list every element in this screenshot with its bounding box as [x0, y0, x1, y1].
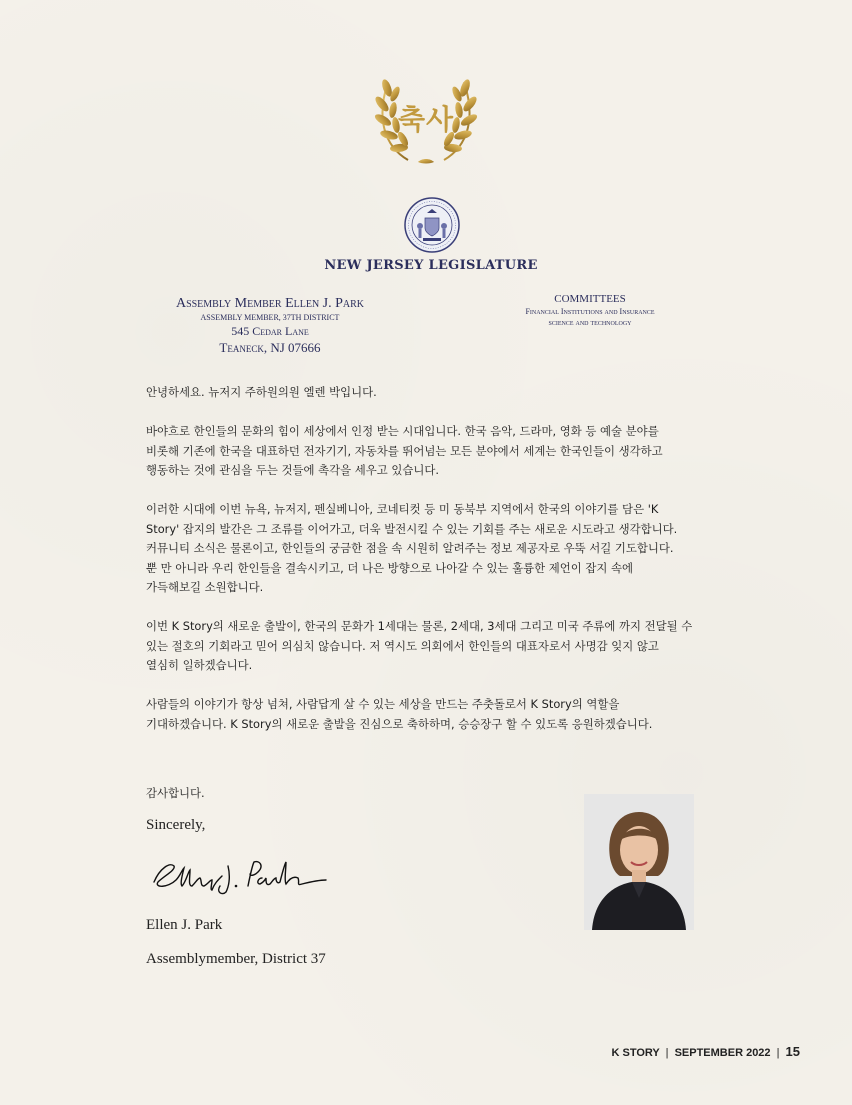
letter-thanks: 감사합니다. — [146, 786, 205, 800]
letter-paragraph-4: 사람들의 이야기가 항상 넘쳐, 사람답게 살 수 있는 세상을 만드는 주춧돌로서 K Story의 역할을 기대하겠습니다. K Story의 새로운 출발을 진심으로 축하하며, 승승장구 할 수 있도록 응원하겠습니다. — [146, 697, 653, 731]
portrait-photo — [584, 794, 694, 930]
committee-line-2: science and technology — [548, 318, 632, 327]
footer-page-number: 15 — [785, 1044, 800, 1059]
legislature-name: NEW JERSEY LEGISLATURE — [324, 258, 538, 273]
state-seal-icon — [403, 196, 461, 254]
committees-title: COMMITTEES — [554, 293, 626, 305]
member-city: Teaneck, NJ 07666 — [219, 340, 321, 355]
letter-paragraph-3: 이번 K Story의 새로운 출발이, 한국의 문화가 1세대는 물론, 2세대, 3세대 그리고 미국 주류에 까지 전달될 수 있는 절호의 기회라고 믿어 의심치 않습니다. 저 역시도 의회에서 한인들의 대표자로서 사명감 잊지 않고 열심히 일하겠습니다. — [146, 619, 693, 672]
congratulations-title: 축사 — [397, 103, 455, 136]
letter-paragraph-1: 바야흐로 한인들의 문화의 힘이 세상에서 인정 받는 시대입니다. 한국 음악, 드라마, 영화 등 예술 분야를 비롯해 기존에 한국을 대표하던 전자기기, 자동차를 뛰어넘는 모든 분야에서 세계는 한국인들이 생각하고 행동하는 것에 관심을 두는 것들에 촉각을 세우고 있습니다. — [146, 424, 663, 477]
footer-issue: SEPTEMBER 2022 — [674, 1047, 771, 1059]
signer-name: Ellen J. Park — [146, 917, 223, 933]
letter-body — [146, 383, 746, 754]
letter-sincerely: Sincerely, — [146, 817, 206, 833]
footer-separator: | — [665, 1047, 669, 1059]
footer-separator: | — [776, 1047, 780, 1059]
member-street: 545 Cedar Lane — [231, 324, 309, 338]
letter-paragraph-2: 이러한 시대에 이번 뉴욕, 뉴저지, 펜실베니아, 코네티컷 등 미 동북부 지역에서 한국의 이야기를 담은 'K Story' 잡지의 발간은 그 조류를 이어가고, 더욱 발전시킬 수 있는 기회를 주는 새로운 시도라고 생각합니다. 커뮤니티 소식은 물론이고, 한인들의 궁금한 점을 속 시원히 알려주는 정보 제공자로 우뚝 서길 기도합니다. 뿐 만 아니라 우리 한인들을 결속시키고, 더 나은 방향으로 나아갈 수 있는 훌륭한 제언이 잡지 속에 가득해보길 소원합니다. — [146, 502, 678, 594]
page-footer — [540, 1044, 800, 1059]
member-name: Assembly Member Ellen J. Park — [175, 296, 365, 311]
footer-magazine: K STORY — [611, 1047, 660, 1059]
letter-greeting: 안녕하세요. 뉴저지 주하원의원 엘렌 박입니다. — [146, 385, 377, 399]
signer-title: Assemblymember, District 37 — [146, 951, 326, 967]
member-role: ASSEMBLY MEMBER, 37TH DISTRICT — [200, 313, 340, 322]
committee-line-1: Financial Institutions and Insurance — [525, 307, 655, 316]
handwritten-signature — [150, 852, 330, 896]
member-address-block — [170, 296, 370, 357]
person-icon — [584, 794, 694, 930]
committees-block — [490, 292, 690, 328]
